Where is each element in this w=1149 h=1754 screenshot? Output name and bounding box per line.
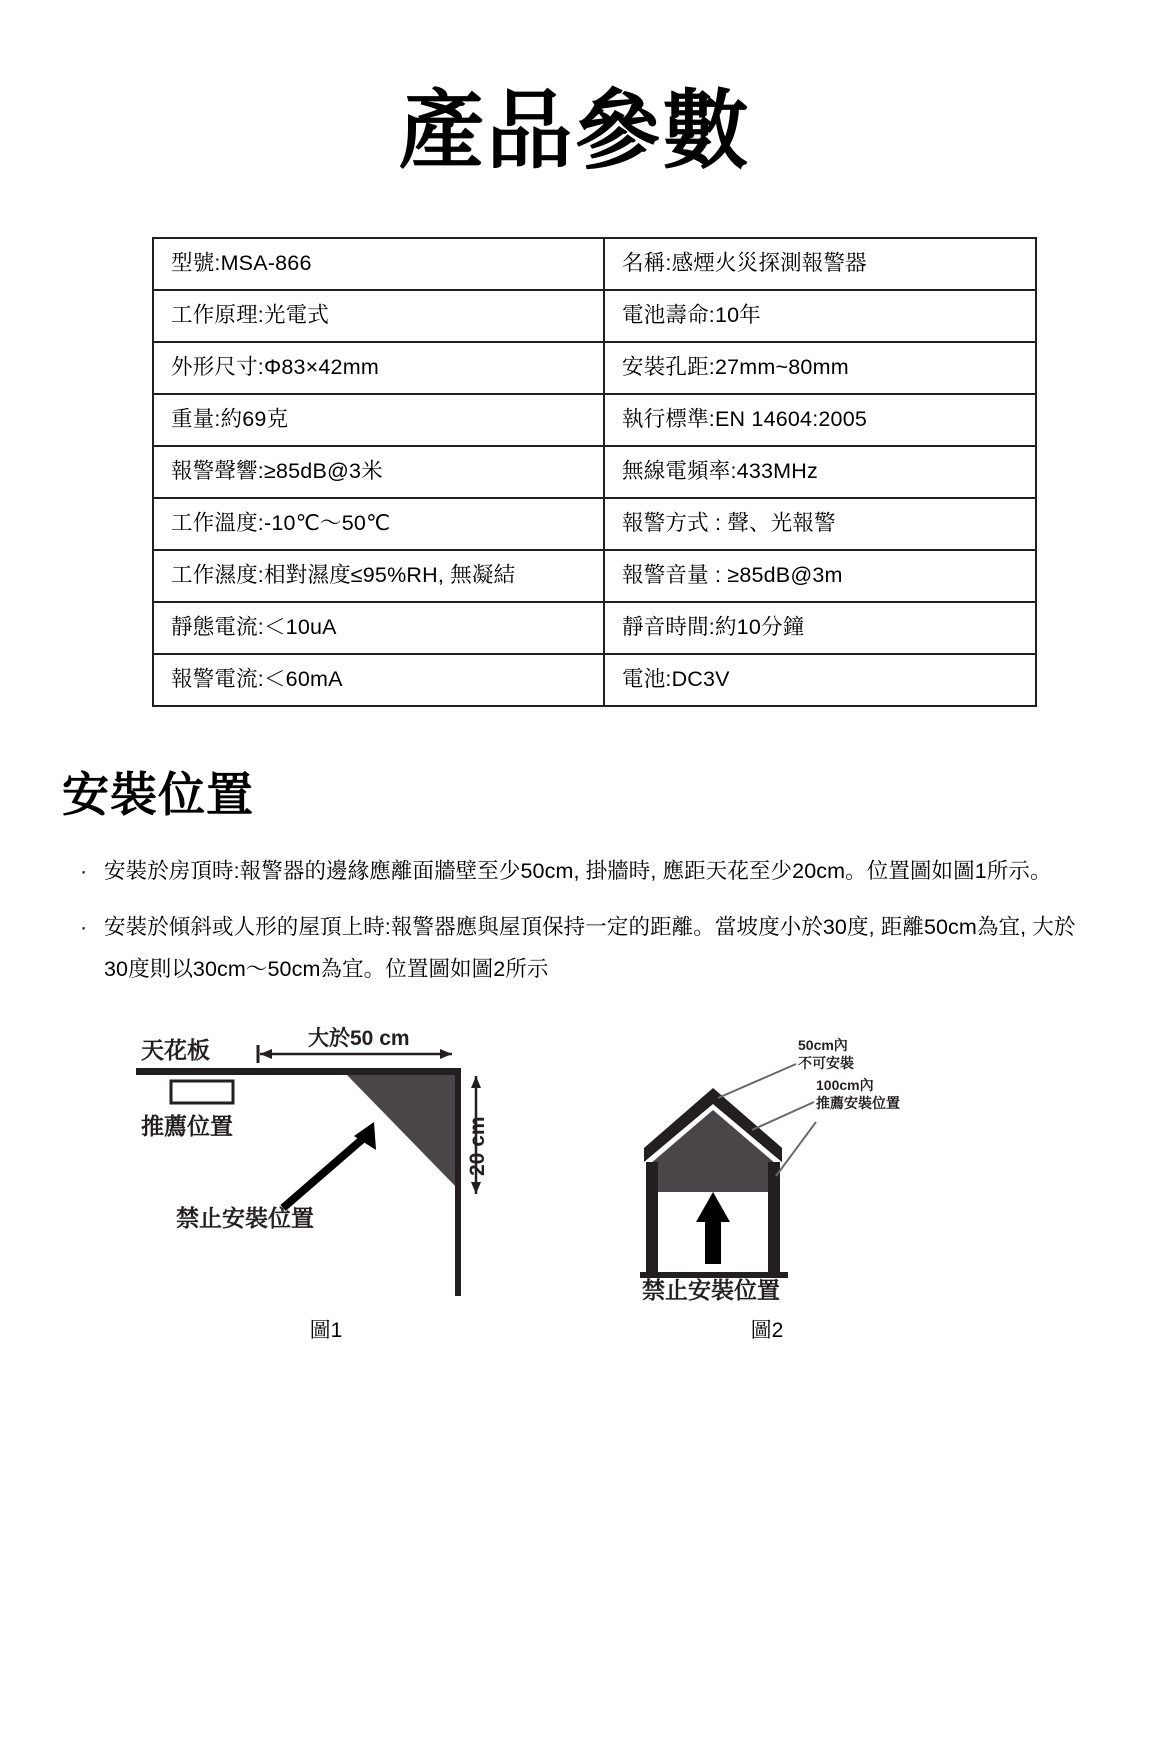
spec-cell-radio-frequency: 無線電頻率:433MHz — [604, 446, 1036, 498]
spec-cell-alarm-mode: 報警方式 : 聲、光報警 — [604, 498, 1036, 550]
figure-2 — [600, 1026, 930, 1343]
detector-device-icon — [171, 1081, 233, 1103]
spec-cell-operating-humidity: 工作濕度:相對濕度≤95%RH, 無凝結 — [153, 550, 604, 602]
section-heading-installation: 安裝位置 — [62, 768, 254, 821]
spec-cell-alarm-current: 報警電流:＜60mA — [153, 654, 604, 706]
page-title: 產品參數 — [398, 83, 751, 179]
spec-cell-battery: 電池:DC3V — [604, 654, 1036, 706]
spec-cell-weight: 重量:約69克 — [153, 394, 604, 446]
spec-cell-principle: 工作原理:光電式 — [153, 290, 604, 342]
spec-cell-alarm-volume: 報警音量 : ≥85dB@3m — [604, 550, 1036, 602]
forbidden-pointer-arrow — [283, 1122, 376, 1208]
table-row — [153, 550, 1036, 602]
recommended-pointer-arrow — [696, 1192, 730, 1264]
bullet-text-sloped-roof: 安裝於傾斜或人形的屋頂上時:報警器應與屋頂保持一定的距離。當坡度小於30度, 距離50cm為宜, 大於30度則以30cm～50cm為宜。位置圖如圖2所示 — [104, 914, 1076, 981]
ceiling-line — [136, 1068, 460, 1075]
figure-2-diagram — [600, 1026, 930, 1306]
right-wall — [768, 1162, 780, 1278]
table-row — [153, 654, 1036, 706]
bullet-marker: · — [80, 914, 88, 939]
spec-cell-battery-life: 電池壽命:10年 — [604, 290, 1036, 342]
product-spec-table — [152, 237, 1037, 707]
figure-2-label-top-zone-line2: 不可安裝 — [798, 1055, 854, 1072]
spec-cell-model: 型號:MSA-866 — [153, 238, 604, 290]
spec-cell-operating-temp: 工作溫度:-10℃～50℃ — [153, 498, 604, 550]
figure-1-diagram — [108, 1026, 528, 1306]
figure-1-label-forbidden: 禁止安裝位置 — [176, 1205, 314, 1232]
spec-cell-hole-spacing: 安裝孔距:27mm~80mm — [604, 342, 1036, 394]
spec-table-container — [152, 237, 997, 707]
left-wall — [646, 1162, 658, 1278]
attic-shade — [650, 1110, 776, 1192]
figure-1-caption: 圖1 — [309, 1319, 343, 1343]
bullet-text-ceiling-mount: 安裝於房頂時:報警器的邊緣應離面牆壁至少50cm, 掛牆時, 應距天花至少20cm。位置圖如圖1所示。 — [104, 858, 1052, 883]
list-item — [0, 851, 1149, 893]
installation-bullet-list — [0, 851, 1149, 991]
figure-2-caption: 圖2 — [750, 1319, 784, 1343]
figure-2-label-rec-zone-line1: 100cm內 — [816, 1077, 874, 1094]
figure-2-label-top-zone-line1: 50cm內 — [798, 1037, 848, 1054]
spec-cell-mute-time: 靜音時間:約10分鐘 — [604, 602, 1036, 654]
spec-table-body — [153, 238, 1036, 706]
spec-cell-name: 名稱:感煙火災探測報警器 — [604, 238, 1036, 290]
spec-cell-dimensions: 外形尺寸:Φ83×42mm — [153, 342, 604, 394]
table-row — [153, 342, 1036, 394]
figure-2-label-rec-zone-line2: 推薦安裝位置 — [816, 1095, 900, 1112]
figure-1-label-vertical-distance: 20 cm — [466, 1116, 489, 1177]
figures-row — [0, 1026, 1149, 1356]
spec-cell-standby-current: 靜態電流:＜10uA — [153, 602, 604, 654]
table-row — [153, 446, 1036, 498]
figure-1-label-horizontal-distance: 大於50 cm — [308, 1027, 410, 1051]
bullet-marker: · — [80, 858, 88, 883]
figure-2-label-forbidden: 禁止安裝位置 — [642, 1277, 780, 1304]
wall-line — [455, 1068, 461, 1296]
list-item — [0, 907, 1149, 991]
spec-cell-alarm-sound: 報警聲響:≥85dB@3米 — [153, 446, 604, 498]
table-row — [153, 602, 1036, 654]
figure-1 — [108, 1026, 528, 1343]
table-row — [153, 498, 1036, 550]
figure-1-label-recommended: 推薦位置 — [141, 1113, 233, 1140]
figure-1-label-ceiling: 天花板 — [141, 1037, 210, 1064]
table-row — [153, 394, 1036, 446]
spec-cell-standard: 執行標準:EN 14604:2005 — [604, 394, 1036, 446]
table-row — [153, 238, 1036, 290]
table-row — [153, 290, 1036, 342]
